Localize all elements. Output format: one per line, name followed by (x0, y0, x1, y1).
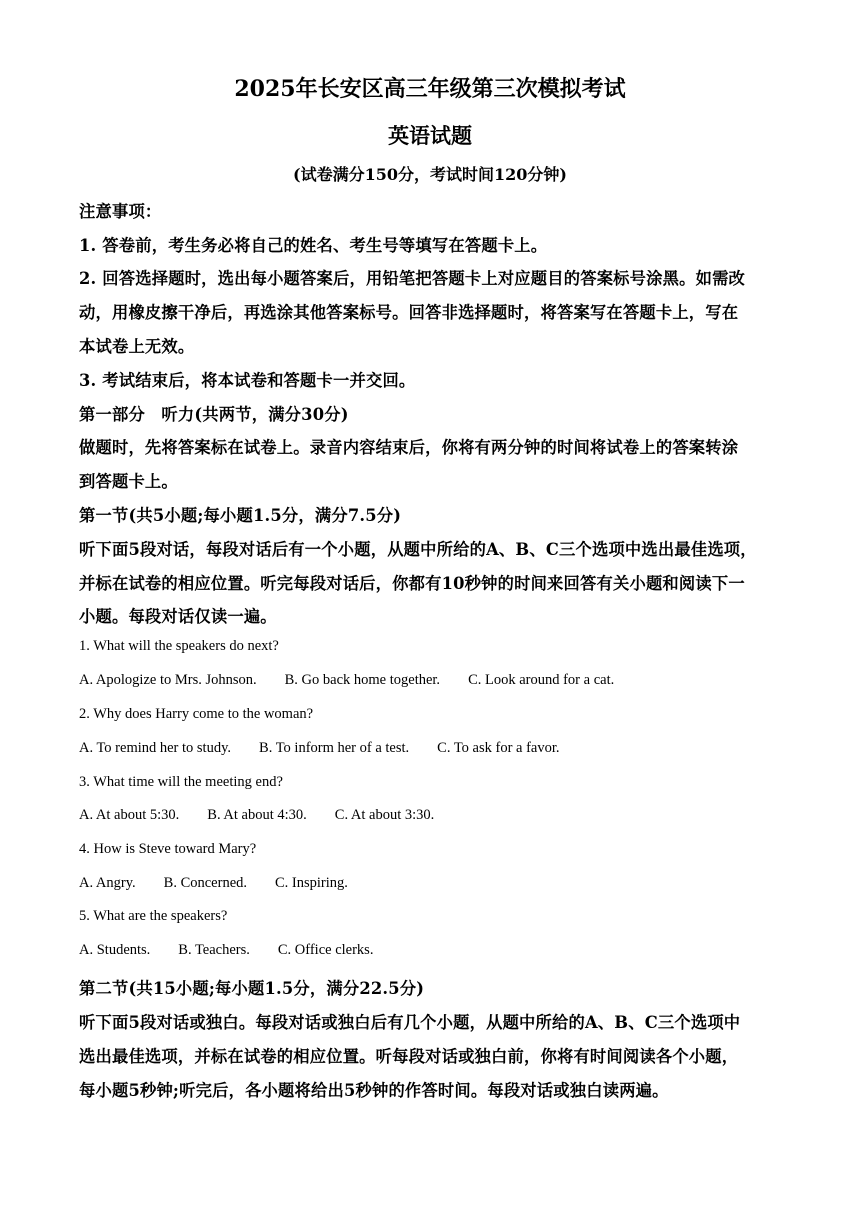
question-4-option-c: C. Inspiring. (275, 875, 348, 891)
section2-instruction-line-3: 每小题5秒钟;听完后，各小题将给出5秒钟的作答时间。每段对话或独白读两遍。 (79, 1081, 669, 1100)
section2-instruction-line-1: 听下面5段对话或独白。每段对话或独白后有几个小题，从题中所给的A、B、C三个选项中 (79, 1013, 741, 1032)
question-4-option-b: B. Concerned. (163, 875, 248, 891)
notice-item-3: 3. 考试结束后，将本试卷和答题卡一并交回。 (79, 371, 416, 390)
notice-item-2-line-1: 2. 回答选择题时，选出每小题答案后，用铅笔把答题卡上对应题目的答案标号涂黑。如需改 (79, 269, 746, 288)
question-2-stem: 2. Why does Harry come to the woman? (79, 706, 314, 722)
question-1-option-a: A. Apologize to Mrs. Johnson. (79, 672, 257, 688)
notice-item-2-line-2: 动，用橡皮擦干净后，再选涂其他答案标号。回答非选择题时，将答案写在答题卡上，写在 (79, 303, 739, 322)
exam-title: 2025年长安区高三年级第三次模拟考试 (234, 76, 626, 102)
question-1-stem: 1. What will the speakers do next? (79, 638, 279, 654)
question-5-options (79, 942, 401, 959)
notice-item-1: 1. 答卷前，考生务必将自己的姓名、考生号等填写在答题卡上。 (79, 236, 548, 255)
question-5-option-c: C. Office clerks. (277, 942, 374, 958)
part1-instruction-line-1: 做题时，先将答案标在试卷上。录音内容结束后，你将有两分钟的时间将试卷上的答案转涂 (79, 438, 739, 457)
question-4-stem: 4. How is Steve toward Mary? (79, 841, 257, 857)
question-1-option-b: B. Go back home together. (284, 672, 441, 688)
question-4-option-a: A. Angry. (79, 875, 136, 891)
question-3-options (79, 807, 462, 824)
section1-instruction-line-2: 并标在试卷的相应位置。听完每段对话后，你都有10秒钟的时间来回答有关小题和阅读下一 (79, 574, 745, 593)
question-3-option-c: C. At about 3:30. (334, 807, 435, 823)
exam-info: (试卷满分150分，考试时间120分钟) (293, 165, 567, 184)
question-3-stem: 3. What time will the meeting end? (79, 774, 283, 790)
question-2-options (79, 740, 588, 757)
exam-subject: 英语试题 (388, 123, 472, 148)
section1-instruction-line-3: 小题。每段对话仅读一遍。 (79, 607, 277, 626)
question-5-stem: 5. What are the speakers? (79, 908, 228, 924)
question-2-option-c: C. To ask for a favor. (437, 740, 560, 756)
part1-heading: 第一部分 听力(共两节，满分30分) (79, 405, 349, 424)
question-5-option-b: B. Teachers. (178, 942, 250, 958)
question-2-option-a: A. To remind her to study. (79, 740, 232, 756)
question-2-option-b: B. To inform her of a test. (259, 740, 410, 756)
question-5-option-a: A. Students. (79, 942, 151, 958)
part1-instruction-line-2: 到答题卡上。 (79, 472, 178, 491)
notice-heading: 注意事项： (79, 202, 162, 221)
question-1-option-c: C. Look around for a cat. (468, 672, 615, 688)
notice-item-2-line-3: 本试卷上无效。 (79, 337, 195, 356)
question-1-options (79, 672, 642, 689)
section2-instruction-line-2: 选出最佳选项，并标在试卷的相应位置。听每段对话或独白前，你将有时间阅读各个小题， (79, 1047, 739, 1066)
question-3-option-a: A. At about 5:30. (79, 807, 180, 823)
section2-heading: 第二节(共15小题;每小题1.5分，满分22.5分) (79, 979, 425, 998)
section1-instruction-line-1: 听下面5段对话，每段对话后有一个小题，从题中所给的A、B、C三个选项中选出最佳选项， (79, 540, 757, 559)
question-4-options (79, 875, 376, 892)
question-3-option-b: B. At about 4:30. (207, 807, 307, 823)
section1-heading: 第一节(共5小题;每小题1.5分，满分7.5分) (79, 506, 402, 525)
